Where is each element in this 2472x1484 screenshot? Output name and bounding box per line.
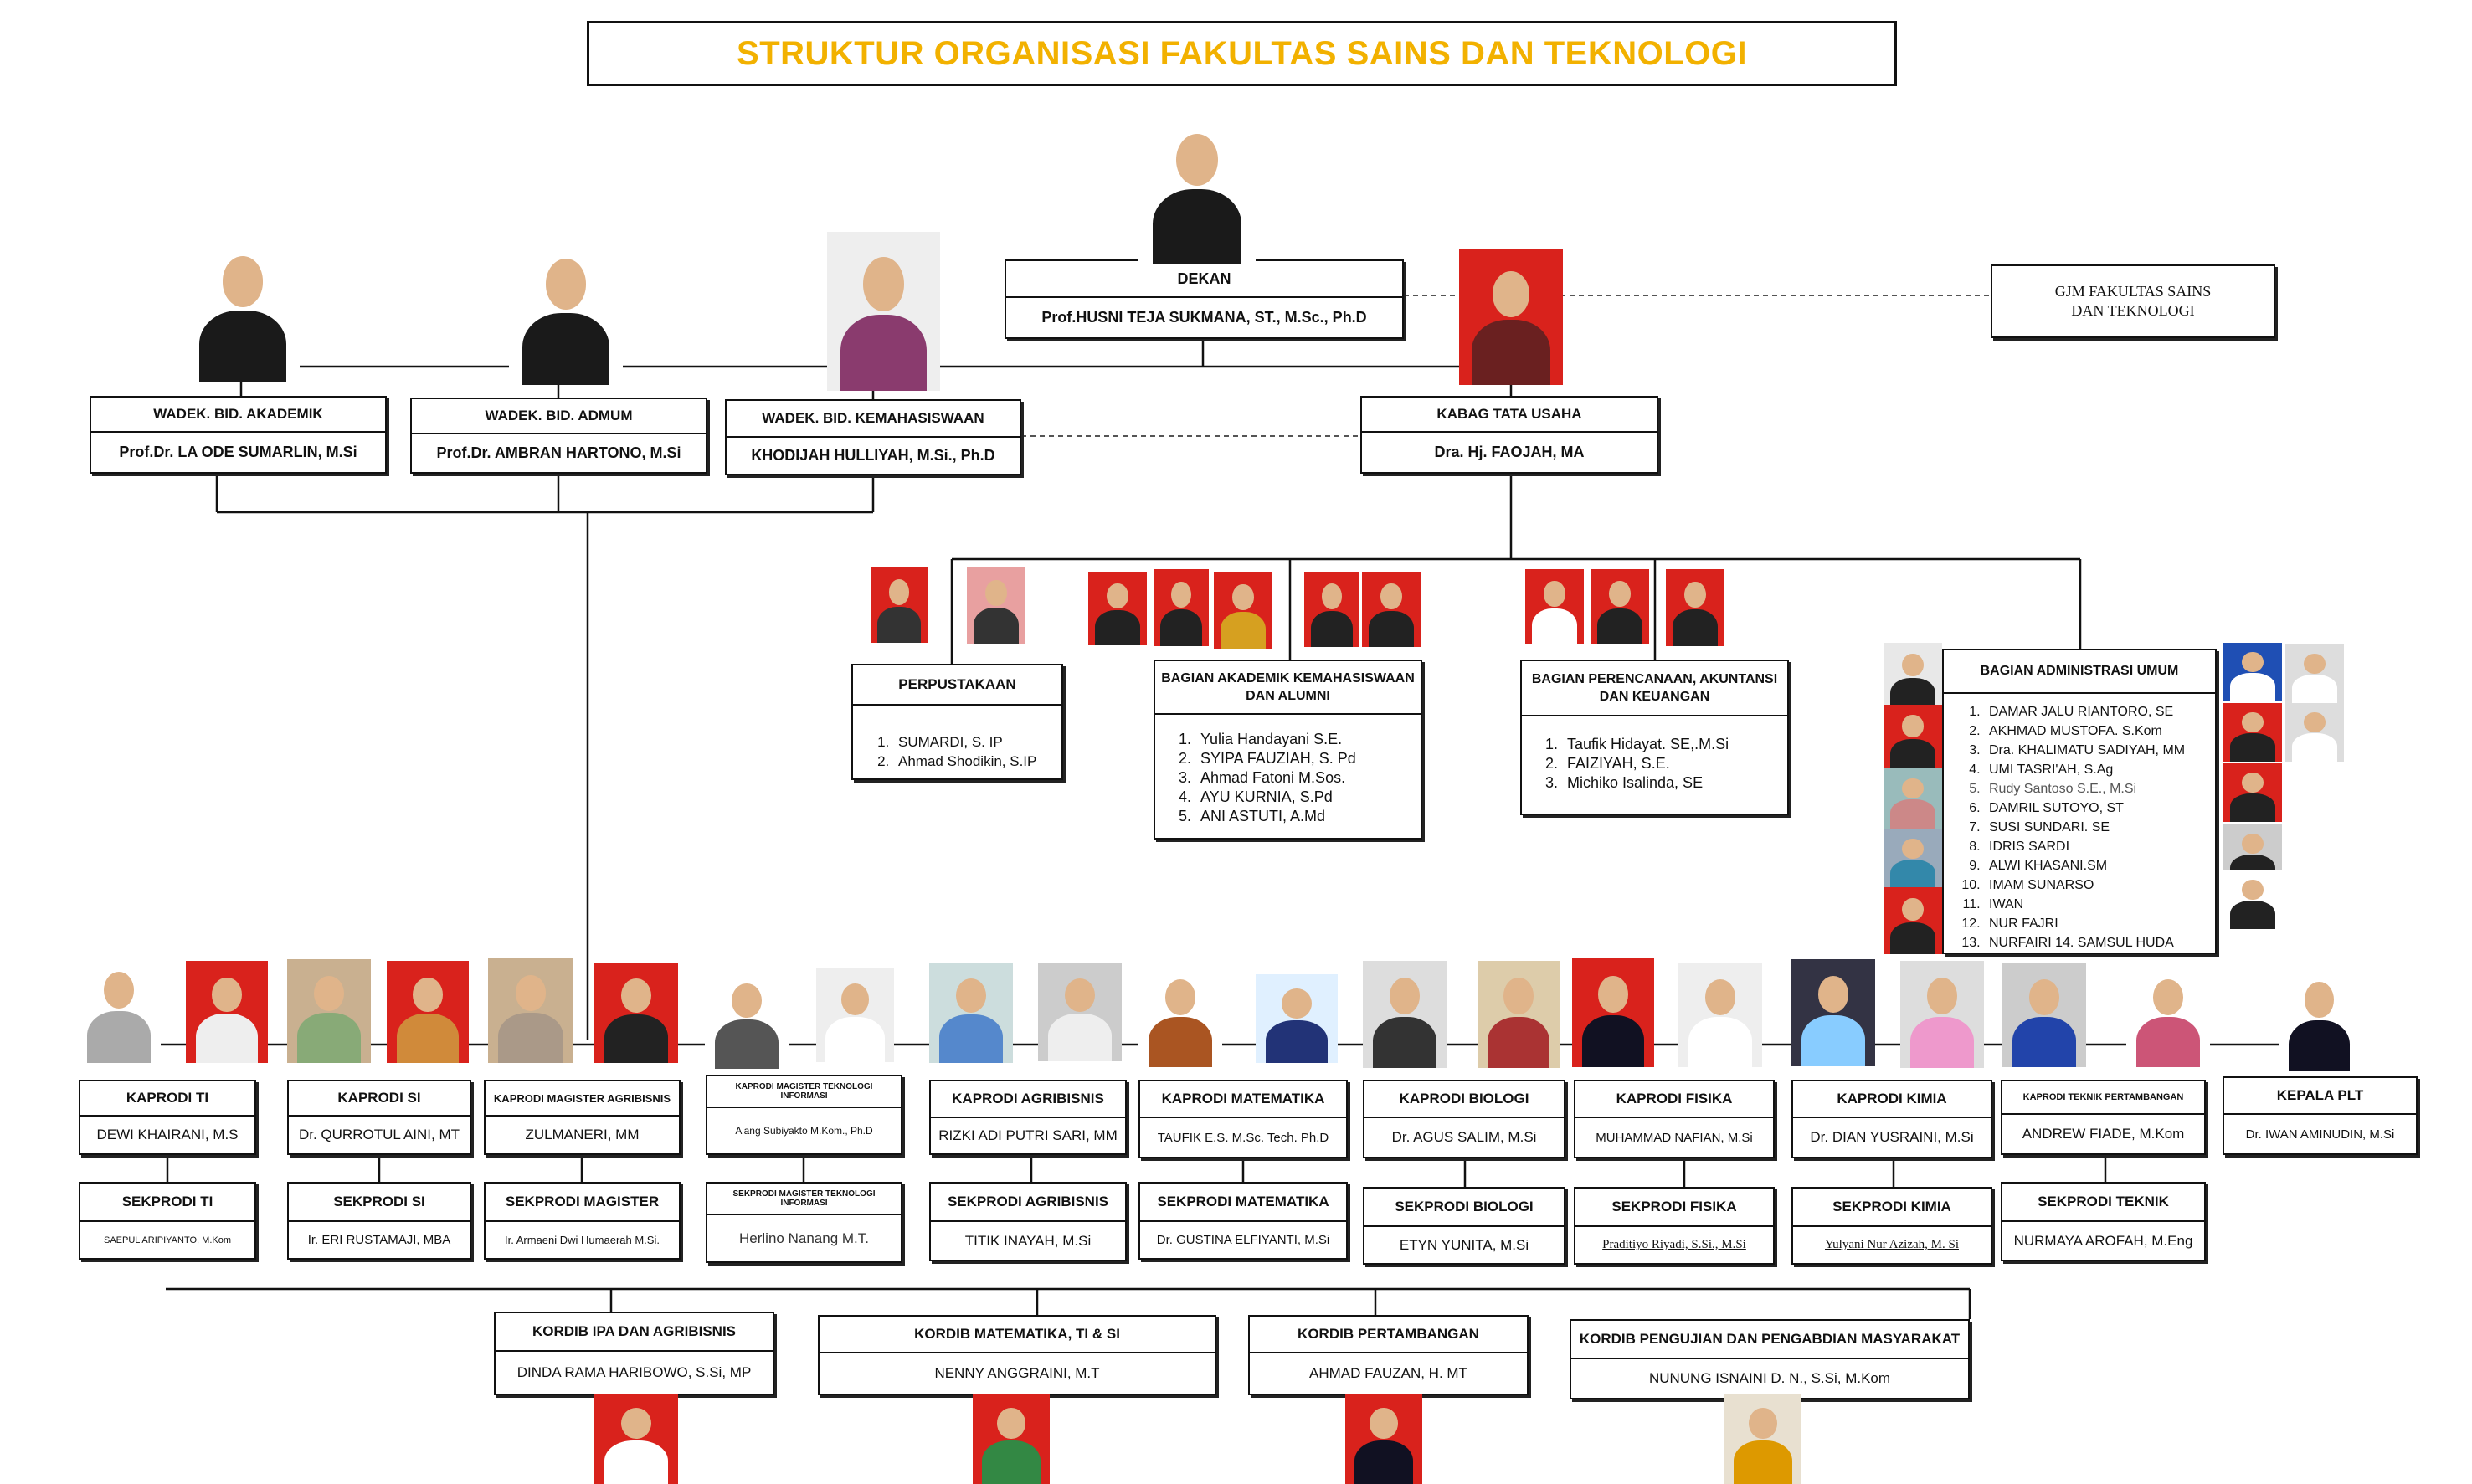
list-item: 12. NUR FAJRI (1984, 914, 2216, 933)
kaprodi-role: KAPRODI TI (80, 1081, 254, 1117)
person-body-icon (297, 1013, 361, 1063)
perencanaan-list (1522, 735, 1786, 793)
admum-box (1942, 649, 2217, 954)
person-head-icon (1902, 715, 1923, 737)
person-photo (827, 232, 940, 391)
list-item: 1. DAMAR JALU RIANTORO, SE (1984, 702, 2216, 721)
person-photo (967, 567, 1025, 644)
person-head-icon (1282, 988, 1311, 1019)
person-head-icon (2242, 773, 2263, 793)
person-photo (509, 234, 623, 385)
person-photo (705, 967, 789, 1069)
person-body-icon (825, 1017, 885, 1062)
person-head-icon (1380, 583, 1401, 609)
perpustakaan-title: PERPUSTAKAAN (853, 665, 1061, 706)
person-body-icon (1221, 612, 1265, 649)
person-photo (1345, 1394, 1422, 1484)
person-head-icon (1609, 581, 1630, 607)
kaprodi-role: KAPRODI MAGISTER AGRIBISNIS (486, 1081, 679, 1117)
person-head-icon (732, 983, 762, 1018)
kordib-name: DINDA RAMA HARIBOWO, S.Si, MP (516, 1364, 752, 1380)
person-head-icon (841, 983, 869, 1015)
person-body-icon (1160, 609, 1202, 646)
person-body-icon (1369, 611, 1413, 647)
person-body-icon (1890, 799, 1935, 829)
kabag-box (1360, 396, 1658, 474)
person-head-icon (223, 256, 264, 307)
kaprodi-role: KAPRODI MATEMATIKA (1140, 1081, 1346, 1118)
dekan-role: DEKAN (1006, 261, 1402, 298)
perpustakaan-box (851, 664, 1063, 780)
person-body-icon (1311, 611, 1353, 647)
sekprodi-agribisnis-box (929, 1182, 1127, 1261)
person-photo (186, 961, 268, 1063)
person-body-icon (2230, 793, 2274, 822)
person-head-icon (1232, 584, 1253, 610)
person-body-icon (1149, 1017, 1212, 1067)
person-photo (2223, 870, 2282, 929)
person-photo (1214, 572, 1272, 649)
wadek-akademik-role: WADEK. BID. AKADEMIK (91, 398, 385, 433)
person-body-icon (2012, 1017, 2076, 1067)
person-head-icon (889, 579, 909, 605)
list-item: 2. SYIPA FAUZIAH, S. Pd (1195, 749, 1419, 768)
person-body-icon (199, 311, 285, 382)
sekprodi-fisika-box (1574, 1187, 1775, 1265)
gjm-label: GJM FAKULTAS SAINS DAN TEKNOLOGI (2054, 283, 2212, 319)
sekprodi-teknik-box (2001, 1182, 2206, 1261)
kaprodi-fisika-box (1574, 1080, 1775, 1158)
kaprodi-name: MUHAMMAD NAFIAN, M.Si (1596, 1130, 1753, 1145)
person-photo (77, 954, 161, 1063)
person-head-icon (2242, 712, 2263, 732)
list-item: 7. SUSI SUNDARI. SE (1984, 818, 2216, 837)
akademik-list (1155, 730, 1419, 826)
person-photo (1900, 961, 1984, 1068)
list-item: 11. IWAN (1984, 895, 2216, 914)
list-item: 5. ANI ASTUTI, A.Md (1195, 807, 1419, 826)
list-item: 3. Michiko Isalinda, SE (1562, 773, 1786, 793)
person-body-icon (1734, 1440, 1792, 1484)
person-body-icon (1048, 1014, 1112, 1061)
person-body-icon (87, 1011, 151, 1063)
person-body-icon (1373, 1017, 1436, 1068)
person-head-icon (956, 978, 986, 1013)
person-photo (1591, 569, 1649, 644)
sekprodi-name: TITIK INAYAH, M.Si (964, 1232, 1092, 1249)
list-item: 3. Ahmad Fatoni M.Sos. (1195, 768, 1419, 788)
person-body-icon (2230, 901, 2274, 929)
person-head-icon (2029, 979, 2059, 1015)
person-photo (1724, 1394, 1801, 1484)
person-photo (1478, 961, 1560, 1068)
person-photo (594, 963, 678, 1063)
person-head-icon (1902, 839, 1923, 859)
kaprodi-name: Dr. IWAN AMINUDIN, M.Si (2245, 1127, 2395, 1142)
kaprodi-role: KAPRODI SI (289, 1081, 470, 1117)
person-body-icon (1095, 610, 1139, 645)
person-photo (871, 567, 928, 643)
kaprodi-agribisnis-box (929, 1080, 1127, 1155)
kaprodi-name: Dr. QURROTUL AINI, MT (298, 1127, 460, 1143)
akademik-title: BAGIAN AKADEMIK KEMAHASISWAAN DAN ALUMNI (1155, 661, 1421, 715)
dekan-box (1005, 259, 1404, 339)
perencanaan-title: BAGIAN PERENCANAAN, AKUNTANSI DAN KEUANGAN (1522, 661, 1787, 716)
person-body-icon (522, 313, 609, 385)
kaprodi-name: RIZKI ADI PUTRI SARI, MM (938, 1127, 1118, 1143)
kaprodi-role: KAPRODI TEKNIK PERTAMBANGAN (2002, 1081, 2204, 1115)
sekprodi-name: Dr. GUSTINA ELFIYANTI, M.Si (1156, 1233, 1330, 1247)
person-body-icon (2292, 675, 2336, 703)
kordib-pengujian-box (1570, 1319, 1970, 1399)
person-head-icon (1322, 583, 1342, 609)
person-photo (186, 233, 300, 382)
person-body-icon (1910, 1017, 1974, 1068)
person-photo (1363, 961, 1447, 1068)
person-body-icon (1801, 1015, 1865, 1066)
person-photo (1459, 249, 1563, 385)
list-item: 5. Rudy Santoso S.E., M.Si (1984, 779, 2216, 798)
person-body-icon (604, 1440, 668, 1484)
person-photo (2223, 763, 2282, 822)
person-body-icon (939, 1014, 1003, 1063)
person-head-icon (1107, 583, 1128, 608)
person-head-icon (1171, 582, 1191, 608)
wadek-admum-role: WADEK. BID. ADMUM (412, 399, 706, 434)
person-photo (2126, 963, 2210, 1067)
person-body-icon (1153, 189, 1241, 264)
person-body-icon (196, 1014, 258, 1063)
sekprodi-role: SEKPRODI KIMIA (1793, 1189, 1991, 1227)
person-head-icon (212, 978, 241, 1012)
kordib-role: KORDIB IPA DAN AGRIBISNIS (496, 1313, 773, 1352)
person-head-icon (863, 257, 904, 311)
person-head-icon (621, 978, 651, 1013)
person-body-icon (1597, 608, 1642, 644)
kaprodi-role: KEPALA PLT (2224, 1078, 2416, 1115)
person-photo (816, 968, 894, 1062)
person-photo (1884, 829, 1942, 889)
person-head-icon (621, 1408, 651, 1439)
person-head-icon (1902, 778, 1923, 798)
person-photo (1256, 974, 1338, 1063)
sekprodi-role: SEKPRODI TEKNIK (2002, 1184, 2204, 1222)
list-item: 2. FAIZIYAH, S.E. (1562, 754, 1786, 773)
person-photo (973, 1394, 1050, 1484)
perpustakaan-list (853, 732, 1062, 771)
kaprodi-role: KAPRODI AGRIBISNIS (931, 1081, 1125, 1118)
person-photo (1572, 958, 1654, 1067)
sekprodi-si-box (287, 1182, 471, 1260)
person-head-icon (546, 259, 587, 310)
person-head-icon (2304, 654, 2325, 674)
person-photo (929, 963, 1013, 1063)
sekprodi-mag-ti-box (706, 1182, 902, 1263)
person-head-icon (1927, 978, 1957, 1014)
person-body-icon (604, 1014, 668, 1063)
sekprodi-role: SEKPRODI TI (80, 1184, 254, 1222)
akademik-box (1154, 660, 1422, 840)
person-photo (1154, 569, 1209, 646)
person-photo (1678, 963, 1762, 1067)
sekprodi-matematika-box (1138, 1182, 1348, 1260)
person-photo (2285, 703, 2344, 762)
person-body-icon (877, 607, 921, 643)
admum-list (1944, 702, 2216, 953)
person-body-icon (2136, 1017, 2200, 1067)
kordib-pertambangan-box (1248, 1315, 1529, 1395)
person-head-icon (1818, 976, 1848, 1013)
kaprodi-pertambangan-box (2001, 1080, 2206, 1155)
sekprodi-name: SAEPUL ARIPIYANTO, M.Kom (103, 1235, 231, 1245)
wadek-kemahasiswaan-role: WADEK. BID. KEMAHASISWAAN (727, 401, 1020, 438)
sekprodi-role: SEKPRODI MAGISTER (486, 1184, 679, 1222)
person-photo (1884, 768, 1942, 829)
sekprodi-role: SEKPRODI MATEMATIKA (1140, 1184, 1346, 1222)
kordib-matematika-box (818, 1315, 1216, 1395)
kaprodi-kimia-box (1791, 1080, 1992, 1158)
person-body-icon (1532, 608, 1576, 644)
person-body-icon (1673, 609, 1717, 646)
person-head-icon (314, 976, 344, 1011)
chart-title: STRUKTUR ORGANISASI FAKULTAS SAINS DAN TEKNOLOGI (587, 21, 1897, 86)
kepala-plt-box (2223, 1076, 2418, 1155)
person-photo (287, 959, 371, 1063)
sekprodi-role: SEKPRODI MAGISTER TEKNOLOGI INFORMASI (707, 1184, 901, 1215)
sekprodi-name: Ir. ERI RUSTAMAJI, MBA (307, 1233, 451, 1247)
kaprodi-biologi-box (1363, 1080, 1565, 1158)
kaprodi-name: A'ang Subiyakto M.Kom., Ph.D (735, 1125, 873, 1137)
person-head-icon (1902, 654, 1923, 676)
person-photo (2279, 965, 2359, 1071)
kaprodi-mag-ti-box (706, 1075, 902, 1155)
sekprodi-role: SEKPRODI SI (289, 1184, 470, 1222)
person-photo (2285, 644, 2344, 703)
kaprodi-mag-agri-box (484, 1080, 681, 1155)
kaprodi-role: KAPRODI KIMIA (1793, 1081, 1991, 1118)
sekprodi-magister-box (484, 1182, 681, 1260)
sekprodi-name: ETYN YUNITA, M.Si (1399, 1236, 1529, 1253)
list-item: 6. DAMRIL SUTOYO, ST (1984, 798, 2216, 818)
kordib-name: AHMAD FAUZAN, H. MT (1309, 1365, 1467, 1381)
person-body-icon (2230, 733, 2274, 762)
person-head-icon (1598, 976, 1627, 1013)
sekprodi-name: Yulyani Nur Azizah, M. Si (1825, 1238, 1959, 1251)
kaprodi-name: ANDREW FIADE, M.Kom (2022, 1126, 2185, 1142)
kaprodi-ti-box (79, 1080, 256, 1155)
kordib-role: KORDIB PENGUJIAN DAN PENGABDIAN MASYARAKAT (1571, 1321, 1968, 1359)
sekprodi-role: SEKPRODI AGRIBISNIS (931, 1184, 1125, 1222)
sekprodi-kimia-box (1791, 1187, 1992, 1265)
person-photo (1525, 569, 1584, 644)
kordib-role: KORDIB PERTAMBANGAN (1250, 1317, 1527, 1353)
list-item: 8. IDRIS SARDI (1984, 837, 2216, 856)
sekprodi-biologi-box (1363, 1187, 1565, 1265)
person-head-icon (516, 975, 547, 1011)
sekprodi-ti-box (79, 1182, 256, 1260)
person-body-icon (2292, 733, 2336, 762)
person-head-icon (1705, 979, 1735, 1015)
person-photo (1666, 569, 1724, 646)
person-photo (1884, 643, 1942, 710)
person-body-icon (1688, 1017, 1752, 1067)
person-head-icon (2242, 880, 2263, 900)
sekprodi-role: SEKPRODI FISIKA (1575, 1189, 1773, 1227)
person-photo (1038, 963, 1122, 1061)
sekprodi-role: SEKPRODI BIOLOGI (1364, 1189, 1564, 1227)
gjm-box (1991, 264, 2275, 338)
person-head-icon (1902, 898, 1923, 921)
person-head-icon (985, 580, 1006, 606)
person-head-icon (1390, 978, 1420, 1014)
kaprodi-role: KAPRODI FISIKA (1575, 1081, 1773, 1118)
person-head-icon (2242, 834, 2263, 854)
wadek-admum-name: Prof.Dr. AMBRAN HARTONO, M.Si (436, 444, 681, 461)
kordib-role: KORDIB MATEMATIKA, TI & SI (820, 1317, 1215, 1353)
person-photo (2223, 643, 2282, 701)
sekprodi-name: Praditiyo Riyadi, S.Si., M.Si (1602, 1238, 1746, 1251)
perencanaan-box (1520, 660, 1789, 815)
person-head-icon (1503, 978, 1533, 1014)
wadek-kemahasiswaan-box (725, 399, 1021, 475)
list-item: 1. Taufik Hidayat. SE,.M.Si (1562, 735, 1786, 754)
person-head-icon (104, 972, 134, 1009)
kaprodi-matematika-box (1138, 1080, 1348, 1158)
person-body-icon (1266, 1020, 1328, 1063)
person-body-icon (974, 608, 1018, 644)
list-item: 13. NURFAIRI 14. SAMSUL HUDA (1984, 933, 2216, 953)
kaprodi-role: KAPRODI BIOLOGI (1364, 1081, 1564, 1118)
person-body-icon (2230, 673, 2274, 701)
person-head-icon (1370, 1408, 1397, 1439)
list-item: 3. Dra. KHALIMATU SADIYAH, MM (1984, 741, 2216, 760)
person-body-icon (840, 315, 927, 391)
kabag-name: Dra. Hj. FAOJAH, MA (1434, 443, 1585, 460)
dekan-name: Prof.HUSNI TEJA SUKMANA, ST., M.Sc., Ph.D (1041, 308, 1367, 326)
person-photo (1088, 572, 1147, 645)
person-photo (1138, 109, 1256, 264)
list-item: 2. AKHMAD MUSTOFA. S.Kom (1984, 721, 2216, 741)
person-head-icon (2305, 982, 2333, 1018)
person-photo (2002, 963, 2086, 1067)
list-item: 2. Ahmad Shodikin, S.IP (893, 752, 1062, 771)
wadek-kemahasiswaan-name: KHODIJAH HULLIYAH, M.Si., Ph.D (751, 446, 995, 464)
list-item: 4. UMI TASRI'AH, S.Ag (1984, 760, 2216, 779)
person-head-icon (1176, 134, 1218, 187)
person-photo (1138, 963, 1222, 1067)
person-body-icon (1890, 922, 1935, 954)
person-head-icon (1684, 582, 1705, 608)
person-head-icon (1749, 1408, 1776, 1439)
person-photo (1362, 572, 1421, 647)
person-body-icon (397, 1014, 459, 1063)
person-body-icon (1890, 860, 1935, 889)
list-item: 1. SUMARDI, S. IP (893, 732, 1062, 752)
person-photo (594, 1394, 678, 1484)
kaprodi-name: ZULMANERI, MM (525, 1127, 640, 1143)
kaprodi-name: Dr. DIAN YUSRAINI, M.Si (1810, 1129, 1974, 1145)
wadek-akademik-box (90, 396, 387, 474)
kordib-name: NUNUNG ISNAINI D. N., S.Si, M.Kom (1648, 1370, 1891, 1386)
admum-title: BAGIAN ADMINISTRASI UMUM (1944, 650, 2215, 694)
person-body-icon (982, 1440, 1041, 1484)
person-body-icon (2289, 1020, 2349, 1071)
person-body-icon (1488, 1017, 1549, 1068)
person-head-icon (2153, 979, 2183, 1015)
kaprodi-name: DEWI KHAIRANI, M.S (96, 1127, 239, 1143)
person-photo (2223, 703, 2282, 762)
person-photo (1884, 887, 1942, 954)
wadek-admum-box (410, 398, 707, 474)
person-body-icon (1472, 320, 1550, 385)
list-item: 10. IMAM SUNARSO (1984, 876, 2216, 895)
sekprodi-name: NURMAYA AROFAH, M.Eng (2013, 1232, 2193, 1249)
person-body-icon (498, 1013, 563, 1063)
kaprodi-si-box (287, 1080, 471, 1155)
person-head-icon (1544, 581, 1565, 607)
person-body-icon (1582, 1015, 1644, 1067)
kordib-name: NENNY ANGGRAINI, M.T (934, 1365, 1100, 1381)
person-head-icon (2242, 652, 2263, 672)
list-item: 4. AYU KURNIA, S.Pd (1195, 788, 1419, 807)
kaprodi-name: TAUFIK E.S. M.Sc. Tech. Ph.D (1157, 1130, 1329, 1145)
kabag-role: KABAG TATA USAHA (1362, 398, 1657, 433)
person-body-icon (715, 1019, 779, 1069)
person-head-icon (997, 1408, 1025, 1439)
person-photo (1304, 572, 1359, 647)
wadek-akademik-name: Prof.Dr. LA ODE SUMARLIN, M.Si (119, 443, 357, 460)
person-photo (387, 961, 469, 1063)
person-photo (1791, 959, 1875, 1066)
list-item: 1. Yulia Handayani S.E. (1195, 730, 1419, 749)
person-head-icon (2304, 712, 2325, 732)
person-body-icon (1890, 739, 1935, 770)
person-head-icon (1065, 978, 1095, 1012)
person-head-icon (1493, 271, 1530, 317)
kordib-ipa-box (494, 1312, 774, 1395)
person-head-icon (413, 978, 442, 1012)
kaprodi-name: Dr. AGUS SALIM, M.Si (1391, 1129, 1537, 1145)
sekprodi-name: Herlino Nanang M.T. (739, 1230, 869, 1246)
list-item: 9. ALWI KHASANI.SM (1984, 856, 2216, 876)
person-head-icon (1165, 979, 1195, 1015)
person-photo (1884, 705, 1942, 770)
person-body-icon (1354, 1440, 1413, 1484)
kaprodi-role: KAPRODI MAGISTER TEKNOLOGI INFORMASI (707, 1076, 901, 1108)
person-photo (488, 958, 573, 1063)
sekprodi-name: Ir. Armaeni Dwi Humaerah M.Si. (505, 1234, 660, 1246)
